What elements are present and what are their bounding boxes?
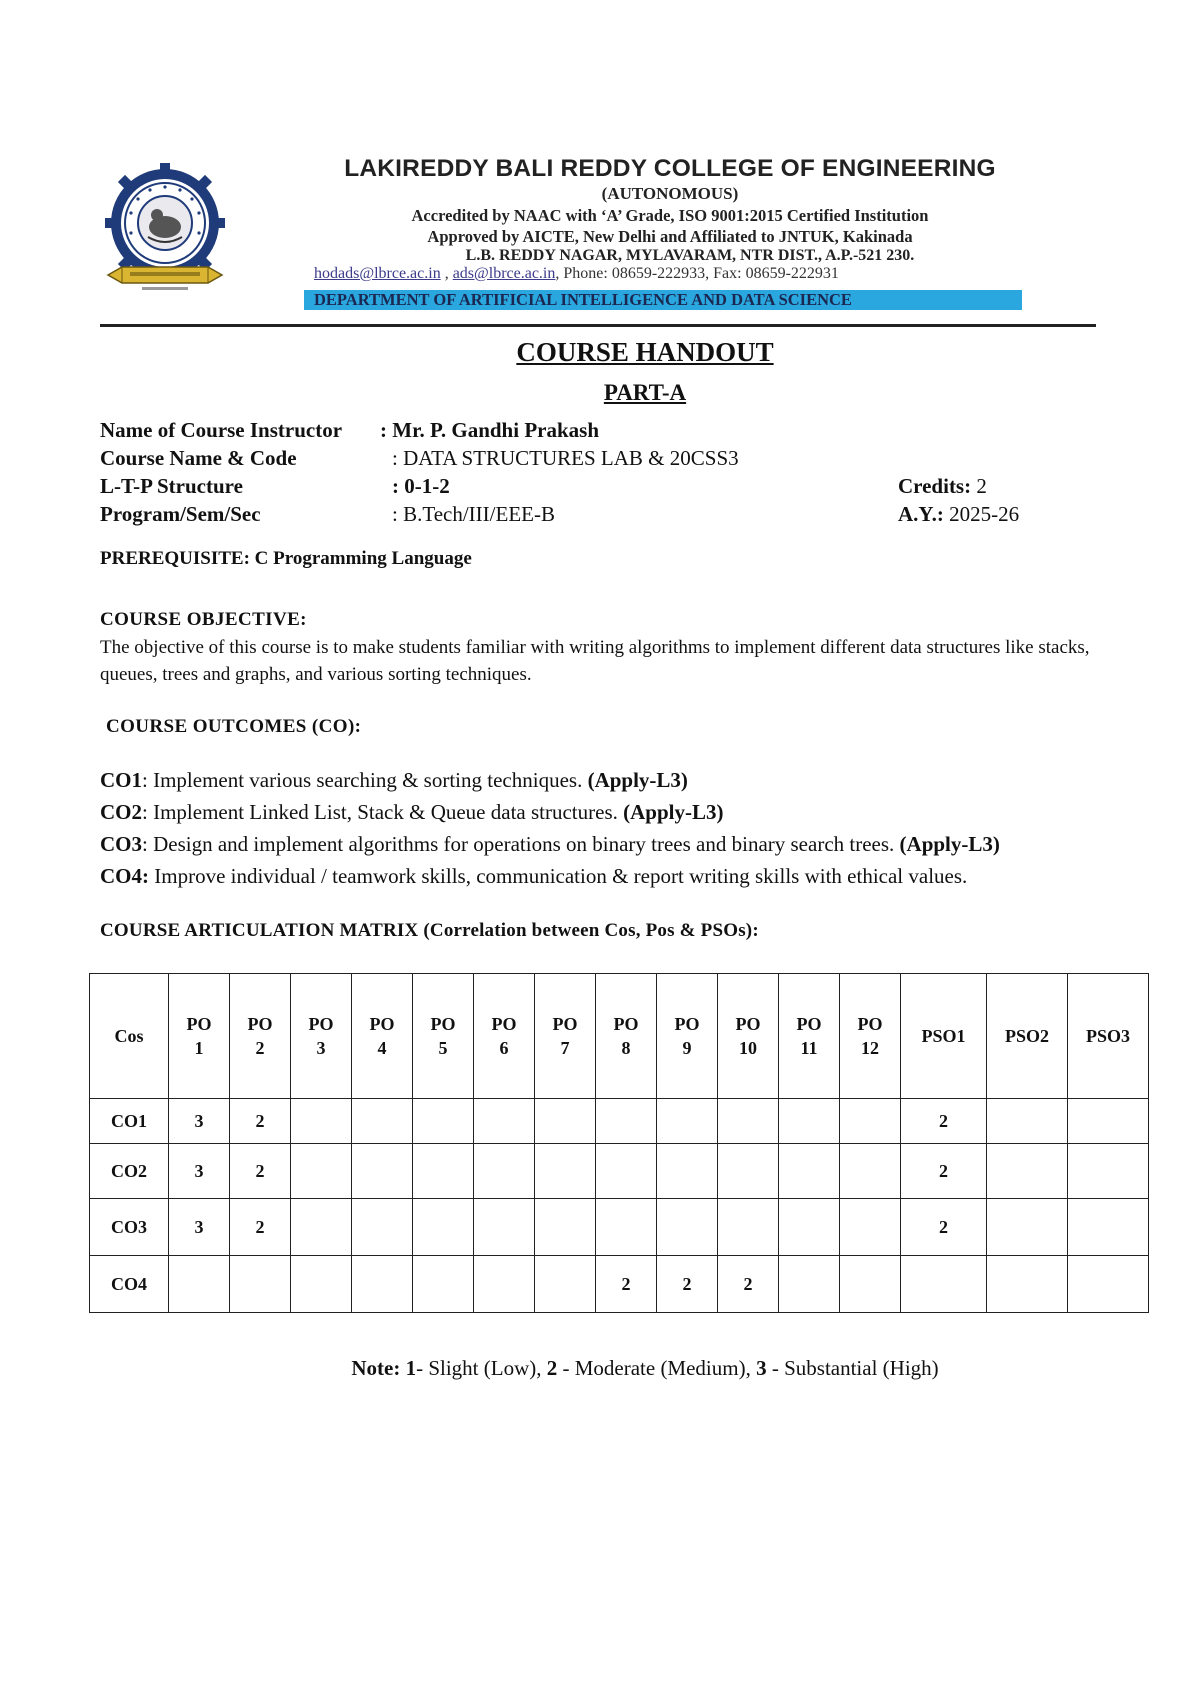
matrix-cell (596, 1144, 657, 1199)
matrix-cell (987, 1099, 1068, 1144)
matrix-cell (779, 1256, 840, 1313)
matrix-cell (230, 1256, 291, 1313)
ltp-label: L-T-P Structure (100, 474, 243, 498)
matrix-cell: 3 (169, 1144, 230, 1199)
matrix-row-label: CO4 (90, 1256, 169, 1313)
ltp-value: 0-1-2 (404, 474, 450, 498)
outcome-code: CO3 (100, 832, 142, 856)
matrix-cell (1068, 1199, 1149, 1256)
outcome-item (100, 864, 967, 889)
matrix-cell: 2 (901, 1199, 987, 1256)
matrix-cell: 2 (718, 1256, 779, 1313)
matrix-cell (352, 1256, 413, 1313)
matrix-cell (1068, 1256, 1149, 1313)
matrix-cell (901, 1256, 987, 1313)
note-key: 2 (546, 1356, 558, 1380)
matrix-heading: COURSE ARTICULATION MATRIX (Correlation between Cos, Pos & PSOs): (100, 920, 759, 941)
page-title: COURSE HANDOUT (516, 337, 774, 367)
autonomous-label: (AUTONOMOUS) (601, 184, 739, 203)
phone-fax: , Phone: 08659-222933, Fax: 08659-222931 (555, 265, 839, 282)
matrix-cell (535, 1199, 596, 1256)
ay-value: 2025-26 (943, 502, 1020, 526)
outcome-level: (Apply-L3) (899, 832, 1000, 856)
matrix-cell (596, 1199, 657, 1256)
credits-wrap (898, 474, 987, 499)
matrix-header-cell: PO 1 (169, 974, 230, 1099)
matrix-cell (987, 1144, 1068, 1199)
matrix-cell (413, 1099, 474, 1144)
matrix-row-label: CO3 (90, 1199, 169, 1256)
matrix-cell (840, 1144, 901, 1199)
articulation-matrix (89, 973, 1149, 1313)
table-row (90, 1144, 1149, 1199)
matrix-header-cell: PO 5 (413, 974, 474, 1099)
matrix-cell (474, 1099, 535, 1144)
matrix-row-label: CO1 (90, 1099, 169, 1144)
matrix-cell (718, 1144, 779, 1199)
email-link-ads[interactable]: ads@lbrce.ac.in (452, 265, 556, 282)
note-text: - Moderate (Medium), (557, 1356, 757, 1380)
matrix-cell (291, 1144, 352, 1199)
outcome-text: Improve individual / teamwork skills, communication & report writing skills with ethical values. (149, 864, 968, 888)
department-banner: DEPARTMENT OF ARTIFICIAL INTELLIGENCE AND DATA SCIENCE (304, 290, 1022, 310)
matrix-cell (840, 1199, 901, 1256)
table-row (90, 1099, 1149, 1144)
matrix-note (0, 1356, 1200, 1381)
outcome-text: : Implement various searching & sorting techniques. (142, 768, 588, 792)
matrix-cell (779, 1099, 840, 1144)
matrix-header-cell: PSO1 (901, 974, 987, 1099)
table-row (90, 1199, 1149, 1256)
matrix-cell: 3 (169, 1199, 230, 1256)
matrix-header-cell: PO 6 (474, 974, 535, 1099)
objective-heading: COURSE OBJECTIVE: (100, 609, 307, 630)
matrix-cell: 3 (169, 1099, 230, 1144)
matrix-cell: 2 (230, 1099, 291, 1144)
matrix-cell: 2 (230, 1199, 291, 1256)
college-seal-icon (100, 163, 230, 303)
course-value: : DATA STRUCTURES LAB & 20CSS3 (392, 446, 739, 470)
matrix-cell (535, 1099, 596, 1144)
matrix-header-cell: PO 3 (291, 974, 352, 1099)
matrix-cell (718, 1099, 779, 1144)
matrix-cell (657, 1144, 718, 1199)
note-text: - Slight (Low), (416, 1356, 547, 1380)
matrix-row-label: CO2 (90, 1144, 169, 1199)
ay-wrap (898, 502, 1019, 527)
matrix-cell (987, 1256, 1068, 1313)
note-key: 1 (400, 1356, 417, 1380)
matrix-header-cell: PO 2 (230, 974, 291, 1099)
matrix-header-cell: PO 7 (535, 974, 596, 1099)
matrix-header-cell: PO 11 (779, 974, 840, 1099)
matrix-cell (474, 1199, 535, 1256)
outcome-level: (Apply-L3) (623, 800, 724, 824)
matrix-cell (169, 1256, 230, 1313)
college-name: LAKIREDDY BALI REDDY COLLEGE OF ENGINEERING (344, 155, 996, 182)
address-line: L.B. REDDY NAGAR, MYLAVARAM, NTR DIST., A.P.-521 230. (465, 247, 915, 264)
matrix-cell (987, 1199, 1068, 1256)
matrix-header-cell: PO 4 (352, 974, 413, 1099)
approval-line: Approved by AICTE, New Delhi and Affiliated to JNTUK, Kakinada (427, 227, 913, 246)
outcome-text: : Design and implement algorithms for operations on binary trees and binary search trees. (142, 832, 900, 856)
matrix-header-cell: PO 8 (596, 974, 657, 1099)
matrix-cell (413, 1199, 474, 1256)
note-key: 3 (756, 1356, 767, 1380)
matrix-header-cell: PSO2 (987, 974, 1068, 1099)
part-title: PART-A (603, 380, 687, 405)
outcome-code: CO4: (100, 864, 149, 888)
matrix-cell (413, 1256, 474, 1313)
matrix-cell (1068, 1099, 1149, 1144)
matrix-cell (657, 1199, 718, 1256)
ltp-colon: : (392, 474, 405, 498)
matrix-cell (596, 1099, 657, 1144)
matrix-cell (535, 1144, 596, 1199)
prerequisite: PREREQUISITE: C Programming Language (100, 548, 472, 569)
matrix-header-cell: PO 10 (718, 974, 779, 1099)
course-label: Course Name & Code (100, 446, 297, 470)
matrix-body (90, 1099, 1149, 1313)
email-link-hod[interactable]: hodads@lbrce.ac.in (314, 265, 441, 282)
instructor-label: Name of Course Instructor (100, 418, 343, 442)
program-value: : B.Tech/III/EEE-B (392, 502, 555, 526)
objective-text: The objective of this course is to make students familiar with writing algorithms to implement different data structures like stacks, queues, trees and graphs, and various sorting techniques. (100, 637, 1090, 685)
matrix-cell (779, 1199, 840, 1256)
matrix-cell (840, 1256, 901, 1313)
matrix-header-cell: Cos (90, 974, 169, 1099)
matrix-cell (291, 1256, 352, 1313)
matrix-cell (779, 1144, 840, 1199)
note-label: Note: (351, 1356, 401, 1380)
matrix-cell (840, 1099, 901, 1144)
email-separator: , (440, 265, 453, 282)
matrix-cell (291, 1199, 352, 1256)
note-text: - Substantial (High) (766, 1356, 939, 1380)
matrix-header-cell: PO 9 (657, 974, 718, 1099)
table-row (90, 1256, 1149, 1313)
ay-label: A.Y.: (898, 502, 944, 526)
outcome-code: CO1 (100, 768, 142, 792)
program-label: Program/Sem/Sec (100, 502, 261, 526)
matrix-cell (352, 1199, 413, 1256)
outcome-item (100, 832, 1000, 857)
matrix-cell (352, 1144, 413, 1199)
credits-value: 2 (971, 474, 987, 498)
matrix-header-row (90, 974, 1149, 1099)
outcome-item (100, 800, 723, 825)
matrix-header-cell: PO 12 (840, 974, 901, 1099)
matrix-cell (291, 1099, 352, 1144)
matrix-cell (413, 1144, 474, 1199)
credits-label: Credits: (898, 474, 972, 498)
outcome-level: (Apply-L3) (587, 768, 688, 792)
instructor-value: : Mr. P. Gandhi Prakash (380, 418, 599, 442)
header-divider (100, 324, 1096, 327)
matrix-cell (474, 1256, 535, 1313)
matrix-cell: 2 (596, 1256, 657, 1313)
matrix-cell (474, 1144, 535, 1199)
matrix-cell: 2 (901, 1144, 987, 1199)
matrix-cell (718, 1199, 779, 1256)
ltp-value-wrap (392, 474, 450, 499)
matrix-header-cell: PSO3 (1068, 974, 1149, 1099)
matrix-cell: 2 (230, 1144, 291, 1199)
matrix-cell (535, 1256, 596, 1313)
contact-line (314, 265, 839, 283)
matrix-cell: 2 (901, 1099, 987, 1144)
outcomes-heading: COURSE OUTCOMES (CO): (106, 716, 362, 737)
outcome-code: CO2 (100, 800, 142, 824)
matrix-cell: 2 (657, 1256, 718, 1313)
outcome-text: : Implement Linked List, Stack & Queue data structures. (142, 800, 624, 824)
outcome-item (100, 768, 688, 793)
matrix-cell (352, 1099, 413, 1144)
matrix-cell (657, 1099, 718, 1144)
matrix-cell (1068, 1144, 1149, 1199)
accreditation-line: Accredited by NAAC with ‘A’ Grade, ISO 9001:2015 Certified Institution (411, 206, 929, 225)
